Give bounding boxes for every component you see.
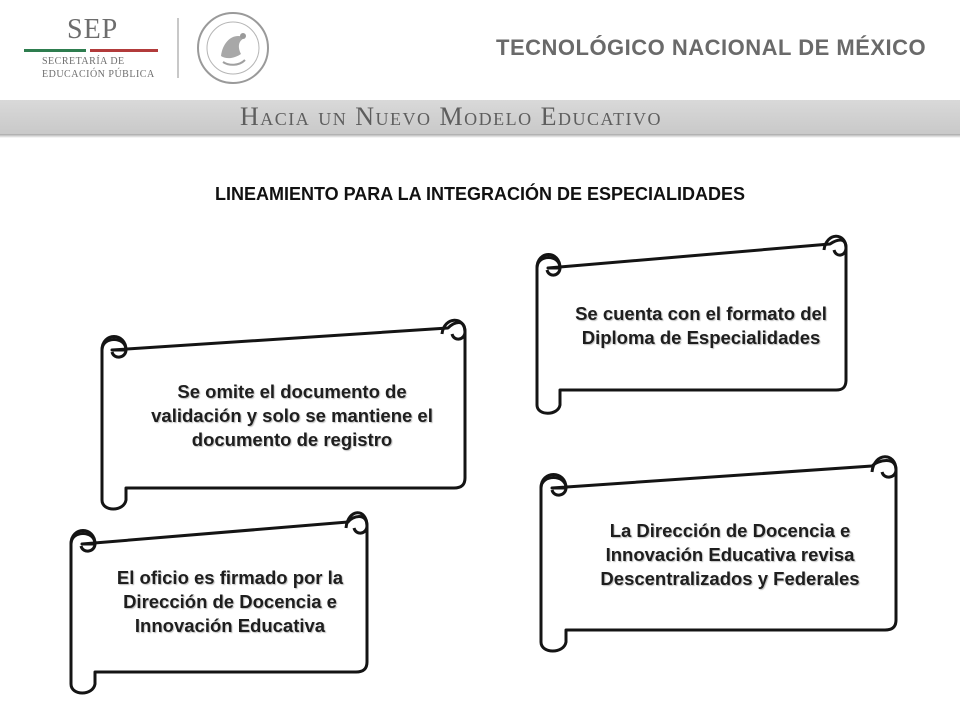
scroll-text-review: La Dirección de Docencia e Innovación Educativa revisa Descentralizados y Federales xyxy=(600,520,860,589)
scroll-text-validation: Se omite el documento de validación y solo se mantiene el documento de registro xyxy=(151,381,433,450)
scroll-text-diploma: Se cuenta con el formato del Diploma de Especialidades xyxy=(575,303,827,348)
sep-title: SEP xyxy=(67,14,119,45)
sep-subtitle-1: SECRETARÍA DE xyxy=(42,56,125,67)
sep-subtitle-2: EDUCACIÓN PÚBLICA xyxy=(42,69,155,80)
scroll-text-signature: El oficio es firmado por la Dirección de Docencia e Innovación Educativa xyxy=(116,567,344,636)
slogan-text: Hacia un Nuevo Modelo Educativo xyxy=(240,102,663,131)
page-title: LINEAMIENTO PARA LA INTEGRACIÓN DE ESPECIALIDADES xyxy=(214,184,746,204)
tecnm-title: TECNOLÓGICO NACIONAL DE MÉXICO xyxy=(496,35,927,60)
